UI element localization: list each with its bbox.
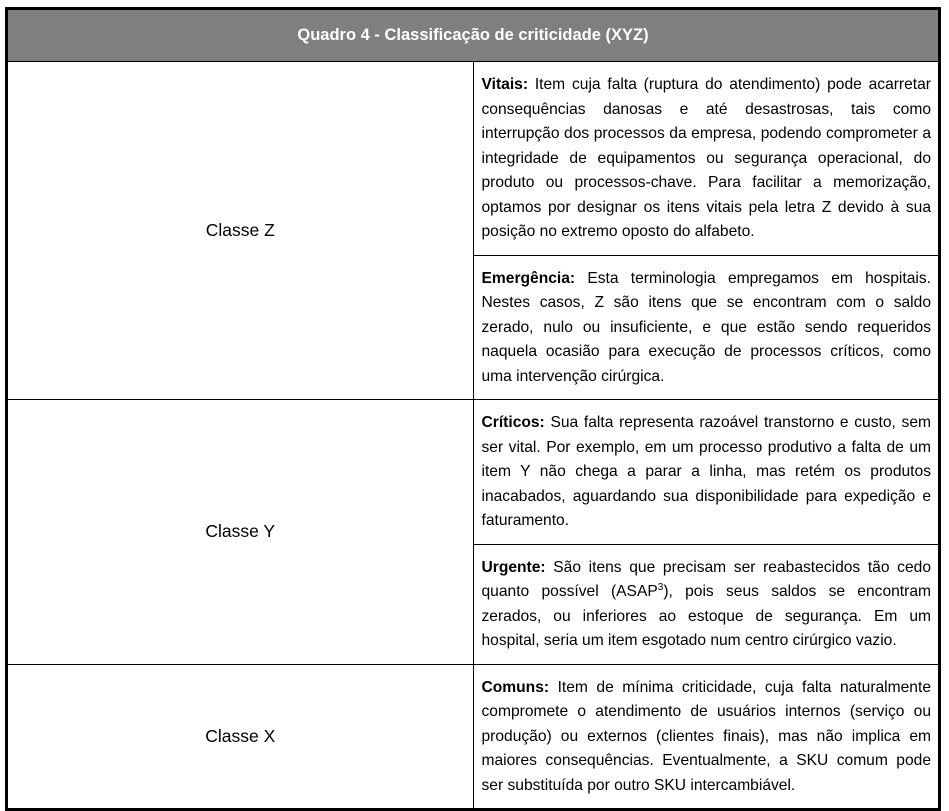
class-y-label: Classe Y — [8, 400, 474, 665]
emergencia-text: Esta terminologia empregamos em hospitais. Nestes casos, Z são itens que se encontram com o saldo zerado, nulo ou insuficiente, e que estão sendo requeridos naquela ocasião para execução de processos críticos, como uma intervenção cirúrgica. — [481, 269, 931, 385]
criticos-description — [473, 400, 939, 545]
criticality-table-frame — [5, 7, 941, 811]
emergencia-description — [473, 255, 939, 400]
table-row-vitais — [8, 62, 939, 256]
vitais-term: Vitais: — [481, 76, 529, 93]
criticality-table — [7, 9, 939, 809]
comuns-description — [473, 664, 939, 809]
class-z-label: Classe Z — [8, 62, 474, 400]
urgente-text-before: São itens que precisam ser reabastecidos tão cedo quanto possível (ASAP — [481, 558, 931, 600]
table-header-row — [8, 10, 939, 62]
table-title: Quadro 4 - Classificação de criticidade (XYZ) — [8, 10, 939, 62]
criticos-text: Sua falta representa razoável transtorno e custo, sem ser vital. Por exemplo, em um processo produtivo a falta de um item Y não chega a parar a linha, mas retém os produtos inacabados, aguardando sua disponibilidade para expedição e faturamento. — [481, 414, 931, 529]
emergencia-term: Emergência: — [481, 269, 576, 287]
urgente-description — [473, 544, 939, 664]
comuns-term: Comuns: — [481, 678, 550, 696]
class-x-label: Classe X — [8, 664, 474, 809]
urgente-footnote: 3 — [657, 581, 664, 593]
criticos-term: Críticos: — [481, 414, 545, 431]
urgente-text-after: ), pois seus saldos se encontram zerados, ou inferiores ao estoque de segurança. Em um hospital, seria um item esgotado num centro cirúrgico vazio. — [481, 583, 931, 649]
table-row-criticos — [8, 400, 939, 545]
vitais-description — [473, 62, 939, 256]
urgente-term: Urgente: — [481, 558, 546, 576]
table-row-comuns — [8, 664, 939, 809]
comuns-text: Item de mínima criticidade, cuja falta naturalmente compromete o atendimento de usuários internos (serviço ou produção) ou externos (clientes finais), mas não implica em maiores consequências. Eventualmente, a SKU comum pode ser substituída por outro SKU intercambiável. — [481, 678, 931, 794]
vitais-text: Item cuja falta (ruptura do atendimento) pode acarretar consequências danosas e até desastrosas, tais como interrupção dos processos da empresa, podendo comprometer a integridade de equipamentos ou segurança operacional, do produto ou processos-chave. Para facilitar a memorização, optamos por designar os itens vitais pela letra Z devido à sua posição no extremo oposto do alfabeto. — [481, 76, 931, 240]
